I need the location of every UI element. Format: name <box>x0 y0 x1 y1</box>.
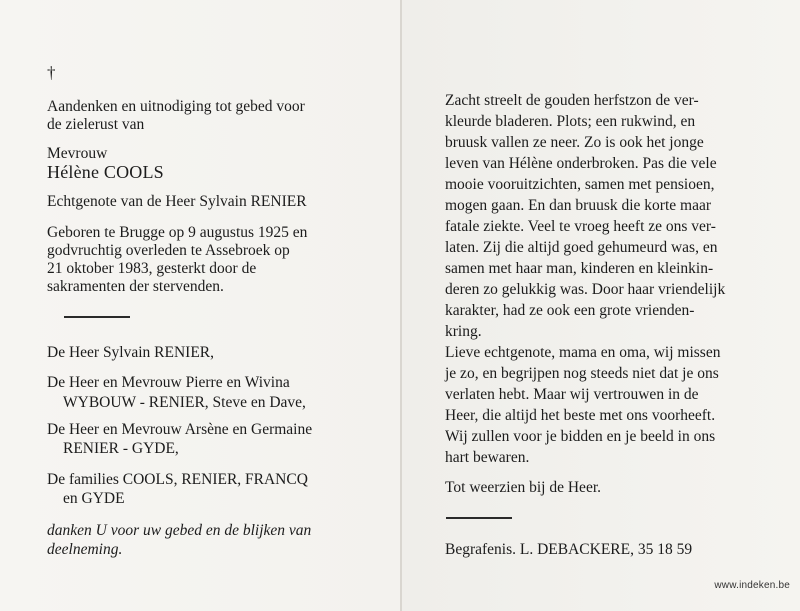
birth-line-4: sakramenten der stervenden. <box>47 278 224 295</box>
family-line-5: RENIER - GYDE, <box>63 440 179 457</box>
thanks-line-1: danken U voor uw gebed en de blijken van <box>47 522 312 539</box>
family-line-1: De Heer Sylvain RENIER, <box>47 344 215 361</box>
poem-line: hart bewaren. <box>445 449 530 466</box>
title-mevrouw: Mevrouw <box>47 145 108 162</box>
intro-line-2: de zielerust van <box>47 116 145 133</box>
poem-line: laten. Zij die altijd goed gehumeurd was, en <box>445 239 718 256</box>
spouse-line: Echtgenote van de Heer Sylvain RENIER <box>47 193 307 210</box>
poem-line: fatale ziekte. Veel te vroeg heeft ze ons ver- <box>445 218 716 235</box>
undertaker-line: Begrafenis. L. DEBACKERE, 35 18 59 <box>445 541 693 558</box>
poem-line: kring. <box>445 323 482 340</box>
divider-right <box>446 517 512 519</box>
intro-line-1: Aandenken en uitnodiging tot gebed voor <box>47 98 305 115</box>
birth-line-1: Geboren te Brugge op 9 augustus 1925 en <box>47 224 308 241</box>
poem-line: kleurde bladeren. Plots; een rukwind, en <box>445 113 696 130</box>
poem-line: deren zo gelukkig was. Door haar vriendelijk <box>445 281 726 298</box>
poem-line: leven van Hélène onderbroken. Pas die vele <box>445 155 717 172</box>
watermark-text: www.indeken.be <box>714 580 790 591</box>
poem-line: bruusk vallen ze neer. Zo is ook het jonge <box>445 134 704 151</box>
farewell-line: Tot weerzien bij de Heer. <box>445 479 601 496</box>
poem-line: karakter, had ze ook een grote vrienden- <box>445 302 695 319</box>
family-line-6: De families COOLS, RENIER, FRANCQ <box>47 471 308 488</box>
family-line-2: De Heer en Mevrouw Pierre en Wivina <box>47 374 290 391</box>
family-line-7: en GYDE <box>63 490 125 507</box>
poem-line: Zacht streelt de gouden herfstzon de ver- <box>445 92 699 109</box>
poem-line: mooie vooruitzichten, samen met pensioen, <box>445 176 715 193</box>
thanks-line-2: deelneming. <box>47 541 123 558</box>
poem-line: Heer, die altijd het beste met ons voorheeft. <box>445 407 716 424</box>
family-line-3: WYBOUW - RENIER, Steve en Dave, <box>63 394 306 411</box>
family-line-4: De Heer en Mevrouw Arsène en Germaine <box>47 421 313 438</box>
poem-line: Lieve echtgenote, mama en oma, wij missen <box>445 344 721 361</box>
deceased-name: Hélène COOLS <box>47 162 164 182</box>
birth-line-3: 21 oktober 1983, gesterkt door de <box>47 260 257 277</box>
divider-left <box>64 316 130 318</box>
birth-line-2: godvruchtig overleden te Assebroek op <box>47 242 290 259</box>
poem-line: je zo, en begrijpen nog steeds niet dat je ons <box>445 365 719 382</box>
cross-symbol: † <box>47 63 56 82</box>
poem-line: Wij zullen voor je bidden en je beeld in ons <box>445 428 716 445</box>
poem-line: mogen gaan. En dan bruusk die korte maar <box>445 197 711 214</box>
poem-line: verlaten hebt. Maar wij vertrouwen in de <box>445 386 699 403</box>
poem-line: samen met haar man, kinderen en kleinkin- <box>445 260 714 277</box>
center-fold <box>400 0 402 611</box>
